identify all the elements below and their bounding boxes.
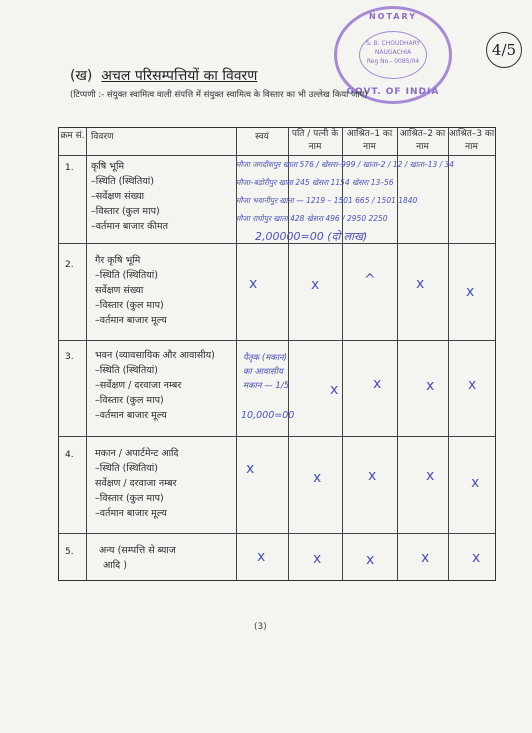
section-heading [70, 66, 257, 85]
row-5-line-2: आदि ) [103, 560, 127, 571]
row-2-description [95, 253, 167, 328]
header-sno: क्रम सं. [60, 131, 85, 141]
header-self: स्वयं [255, 132, 269, 142]
row-1-handwritten-4: मौजा राघोपुर खाता 428 खेसरा 496 / 2950 2250 [236, 214, 388, 223]
row-2-mark-spouse: x [311, 277, 320, 293]
row-2-mark-self: x [249, 276, 258, 292]
row-3-line-1: भवन (व्यावसायिक और आवासीय) [95, 350, 215, 361]
row-4-mark-dep3: x [471, 475, 480, 491]
row-2-line-5: –वर्तमान बाजार मूल्य [95, 315, 167, 326]
footer-page-number: (3) [254, 622, 267, 632]
stamp-place: NAUGACHIA [374, 49, 412, 56]
row-4-description [95, 446, 179, 521]
row-2-line-4: –विस्तार (कुल माप) [95, 300, 164, 311]
row-1-sno: 1. [65, 163, 74, 173]
header-dependent-3: आश्रित–3 का नाम [448, 129, 495, 152]
row-4-line-5: –वर्तमान बाजार मूल्य [95, 508, 167, 519]
row-3-mark-spouse: x [330, 382, 339, 398]
header-spouse: पति / पत्नी के नाम [291, 129, 339, 152]
row-5-sno: 5. [65, 547, 74, 557]
row-3-handwritten-1: पैतृक (मकान) [243, 353, 288, 363]
row-3-handwritten-2: का आवासीय [243, 367, 283, 377]
row-1-description [91, 159, 168, 234]
row-2-line-1: गैर कृषि भूमि [95, 255, 141, 266]
row-2-line-3: सर्वेक्षण संख्या [95, 285, 144, 296]
row-4-line-4: –विस्तार (कुल माप) [95, 493, 164, 504]
header-dependent-1: आश्रित–1 का नाम [346, 129, 393, 152]
stamp-bottom-text: GOVT. OF INDIA [346, 87, 440, 97]
row-1-handwritten-3: मौजा भवानीपुर खाता — 1219 – 1501 665 / 1501 1840 [236, 196, 418, 205]
page-number: 4/5 [486, 32, 522, 68]
row-3-handwritten-3: मकान — 1/5 [243, 381, 290, 391]
row-5-mark-dep1: x [366, 552, 375, 568]
row-1-line-1: कृषि भूमि [91, 161, 125, 172]
row-4-sno: 4. [65, 450, 74, 460]
section-note: (टिप्पणी :- संयुक्त स्वामित्व वाली संपत्ति में संयुक्त स्वामित्व के विस्तार का भी उल्लेख किया जाए) [70, 90, 368, 100]
section-title: अचल परिसम्पत्तियों का विवरण [101, 68, 258, 84]
stamp-name: S. B. CHOUDHARY [365, 40, 421, 47]
row-1-line-5: –वर्तमान बाजार कीमत [91, 221, 169, 232]
row-3-handwritten-value: 10,000=00 [241, 410, 295, 421]
row-3-line-2: –स्थिति (स्थितियां) [95, 365, 158, 376]
row-3-description [95, 348, 215, 423]
row-1-handwritten-value: 2,00000=00 (दो लाख) [255, 230, 368, 243]
row-3-mark-dep1: x [373, 376, 382, 392]
row-1-line-4: –विस्तार (कुल माप) [91, 206, 160, 217]
row-5-mark-spouse: x [313, 551, 322, 567]
row-3-mark-dep2: x [426, 378, 435, 394]
row-3-mark-dep3: x [468, 377, 477, 393]
row-5-mark-dep3: x [472, 550, 481, 566]
row-1-line-2: –स्थिति (स्थितियां) [91, 176, 154, 187]
row-3-line-3: –सर्वेक्षण / दरवाजा नम्बर [95, 380, 182, 391]
row-4-line-1: मकान / अपार्टमेन्ट आदि [95, 448, 179, 459]
row-4-mark-spouse: x [313, 470, 322, 486]
row-4-line-3: सर्वेक्षण / दरवाजा नम्बर [95, 478, 177, 489]
stamp-top-text: NOTARY [368, 12, 418, 21]
row-2-line-2: –स्थिति (स्थितियां) [95, 270, 158, 281]
row-3-line-4: –विस्तार (कुल माप) [95, 395, 164, 406]
row-4-line-2: –स्थिति (स्थितियां) [95, 463, 158, 474]
stamp-inner-ring [359, 31, 427, 79]
row-3-sno: 3. [65, 352, 74, 362]
row-5-mark-dep2: x [421, 550, 430, 566]
row-2-mark-dep1: ^ [364, 272, 376, 288]
header-dependent-2: आश्रित–2 का नाम [399, 129, 446, 152]
row-3-line-5: –वर्तमान बाजार मूल्य [95, 410, 167, 421]
row-2-mark-dep3: x [466, 284, 475, 300]
row-4-mark-self: x [246, 461, 255, 477]
row-1-line-3: –सर्वेक्षण संख्या [91, 191, 145, 202]
row-2-sno: 2. [65, 260, 74, 270]
property-table [58, 127, 496, 581]
section-label: (ख) [70, 68, 93, 84]
row-4-mark-dep1: x [368, 468, 377, 484]
row-1-handwritten-2: मौजा–बडोरीपुर खाता 245 खेसरा 1154 खेसरा 13–56 [236, 178, 394, 187]
row-5-description [99, 543, 176, 573]
row-1-handwritten-1: मौजा जगदीशपुर खाता 576 / खेसरा–999 / खाता–2 / 12 / खाता–13 / 34 [236, 160, 455, 169]
row-4-mark-dep2: x [426, 468, 435, 484]
row-5-mark-self: x [257, 549, 266, 565]
header-desc: विवरण [91, 132, 114, 142]
row-5-line-1: अन्य (सम्पत्ति से ब्याज [99, 545, 176, 556]
stamp-reg-no: Reg No.- 0085/04 [366, 58, 420, 65]
row-2-mark-dep2: x [416, 276, 425, 292]
